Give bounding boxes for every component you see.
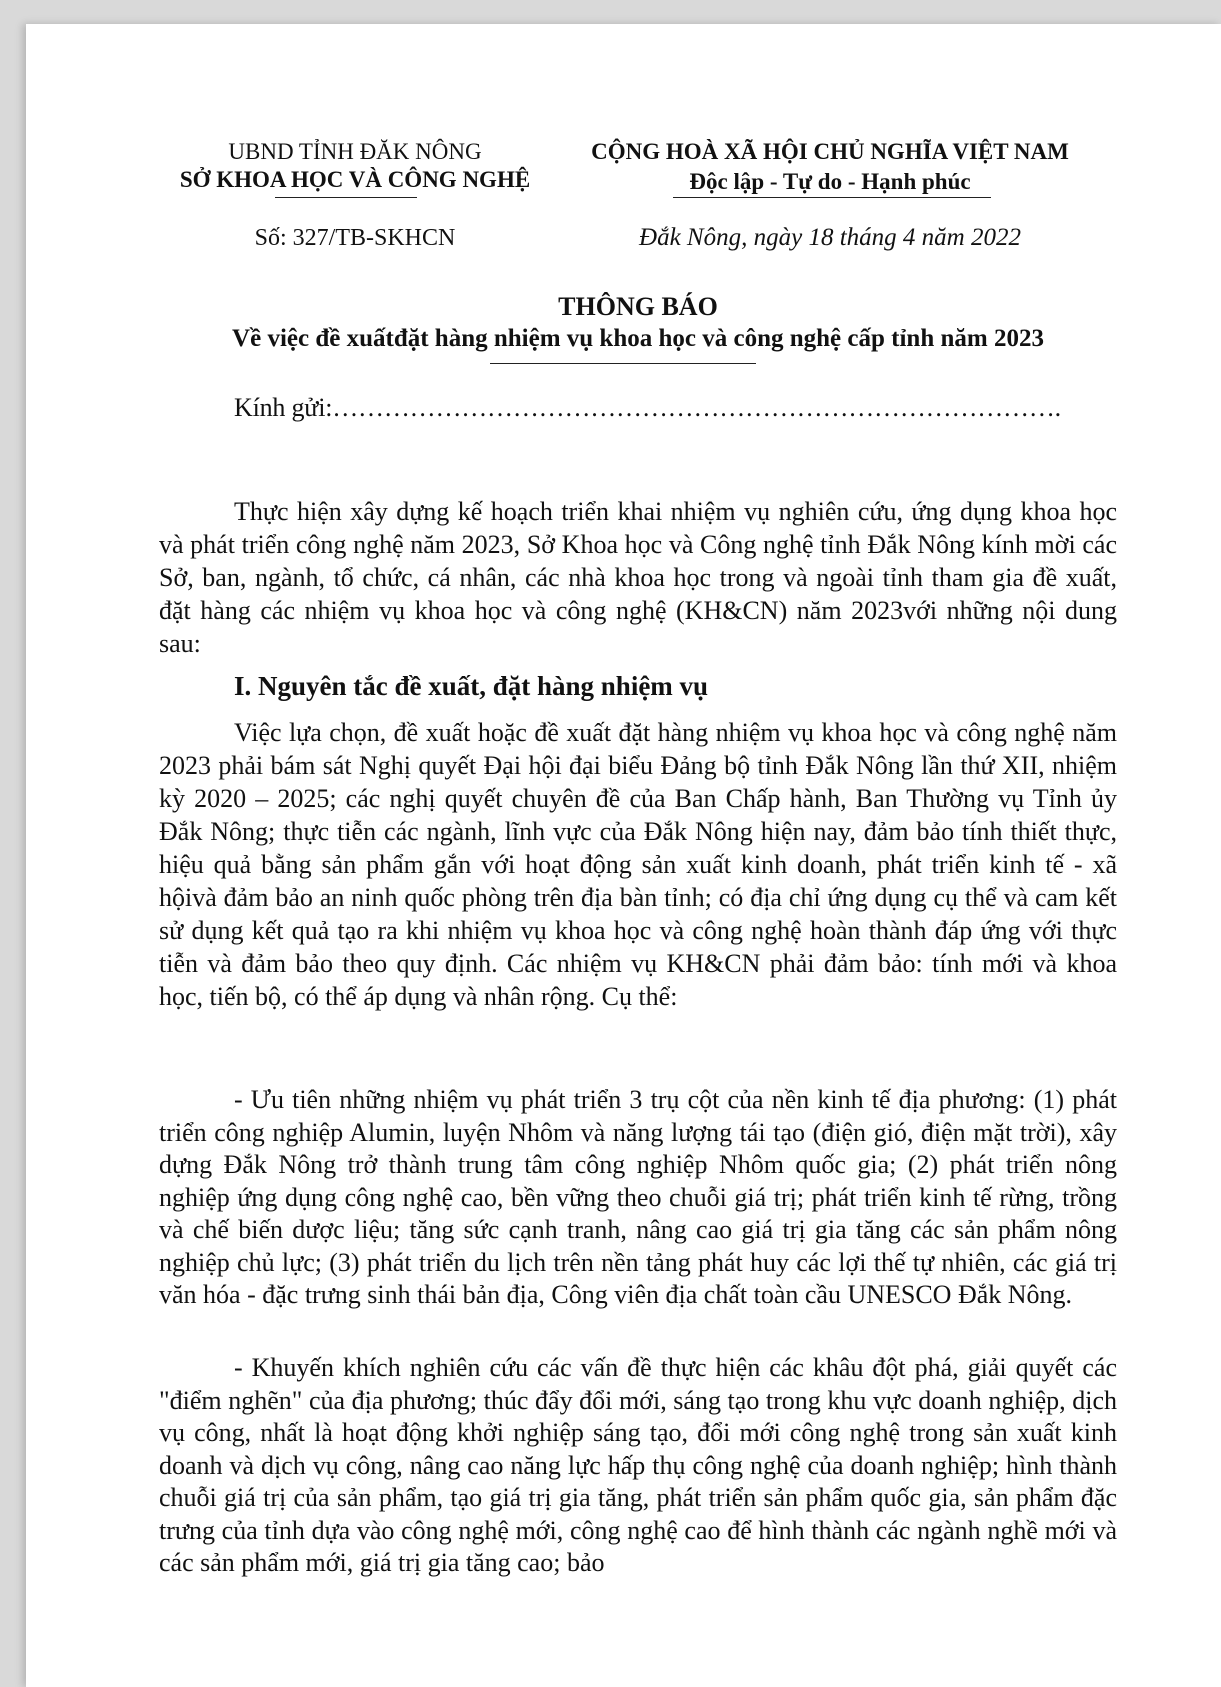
title-underline bbox=[490, 363, 756, 364]
priority-bullet-paragraph: - Ưu tiên những nhiệm vụ phát triển 3 trụ cột của nền kinh tế địa phương: (1) phát triển công nghiệp Alumin, luyện Nhôm và năng lượng tái tạo (điện gió, điện mặt trời), xây dựng Đắk Nông trở thành trung tâm công nghiệp Nhôm quốc gia; (2) phát triển nông nghiệp ứng dụng công nghệ cao, bền vững theo chuỗi giá trị; phát triển kinh tế rừng, trồng và chế biến dược liệu; tăng sức cạnh tranh, nâng cao giá trị gia tăng các sản phẩm nông nghiệp chủ lực; (3) phát triển du lịch trên nền tảng phát huy các lợi thế tự nhiên, các giá trị văn hóa - đặc trưng sinh thái bản địa, Công viên địa chất toàn cầu UNESCO Đắk Nông. bbox=[159, 1085, 1117, 1309]
recipient-line: Kính gửi:…………………………………………………………………………. bbox=[234, 393, 1061, 422]
agency-name: SỞ KHOA HỌC VÀ CÔNG NGHỆ bbox=[179, 167, 531, 192]
section-heading: I. Nguyên tắc đề xuất, đặt hàng nhiệm vụ bbox=[234, 671, 709, 701]
agency-underline bbox=[275, 197, 417, 198]
nation-name: CỘNG HOÀ XÃ HỘI CHỦ NGHĨA VIỆT NAM bbox=[591, 139, 1069, 164]
motto-underline bbox=[673, 197, 991, 198]
agency-parent-name: UBND TỈNH ĐĂK NÔNG bbox=[228, 139, 482, 164]
principles-paragraph: Việc lựa chọn, đề xuất hoặc đề xuất đặt hàng nhiệm vụ khoa học và công nghệ năm 2023 phải bám sát Nghị quyết Đại hội đại biểu Đảng bộ tỉnh Đắk Nông lần thứ XII, nhiệm kỳ 2020 – 2025; các nghị quyết chuyên đề của Ban Chấp hành, Ban Thường vụ Tỉnh ủy Đắk Nông; thực tiễn các ngành, lĩnh vực của Đắk Nông hiện nay, đảm bảo tính thiết thực, hiệu quả bằng sản phẩm gắn với hoạt động sản xuất kinh doanh, phát triển kinh tế - xã hộivà đảm bảo an ninh quốc phòng trên địa bàn tỉnh; có địa chỉ ứng dụng cụ thể và cam kết sử dụng kết quả tạo ra khi nhiệm vụ khoa học và công nghệ hoàn thành đáp ứng với thực tiễn và đảm bảo theo quy định. Các nhiệm vụ KH&CN phải đảm bảo: tính mới và khoa học, tiến bộ, có thể áp dụng và nhân rộng. Cụ thể: bbox=[159, 718, 1117, 1011]
encouragement-bullet-paragraph: - Khuyến khích nghiên cứu các vấn đề thực hiện các khâu đột phá, giải quyết các "điểm nghẽn" của địa phương; thúc đẩy đổi mới, sáng tạo trong khu vực doanh nghiệp, dịch vụ công, nhất là hoạt động khởi nghiệp sáng tạo, đổi mới công nghệ trong sản xuất kinh doanh và dịch vụ công, nâng cao năng lực hấp thụ công nghệ của doanh nghiệp; hình thành chuỗi giá trị của sản phẩm, tạo giá trị gia tăng, phát triển sản phẩm quốc gia, sản phẩm đặc trưng của tỉnh dựa vào công nghệ mới, công nghệ cao để hình thành các ngành nghề mới và các sản phẩm mới, giá trị gia tăng cao; bảo bbox=[159, 1353, 1117, 1577]
document-type-title: THÔNG BÁO bbox=[558, 292, 718, 321]
document-number: Số: 327/TB-SKHCN bbox=[254, 225, 456, 251]
place-and-date: Đắk Nông, ngày 18 tháng 4 năm 2022 bbox=[639, 224, 1021, 251]
national-motto: Độc lập - Tự do - Hạnh phúc bbox=[689, 169, 971, 194]
intro-paragraph: Thực hiện xây dựng kế hoạch triển khai nhiệm vụ nghiên cứu, ứng dụng khoa học và phát triển công nghệ năm 2023, Sở Khoa học và Công nghệ tỉnh Đắk Nông kính mời các Sở, ban, ngành, tổ chức, cá nhân, các nhà khoa học trong và ngoài tỉnh tham gia đề xuất, đặt hàng các nhiệm vụ khoa học và công nghệ (KH&CN) năm 2023với những nội dung sau: bbox=[159, 497, 1117, 658]
document-subject: Về việc đề xuấtđặt hàng nhiệm vụ khoa học và công nghệ cấp tỉnh năm 2023 bbox=[232, 325, 1044, 352]
